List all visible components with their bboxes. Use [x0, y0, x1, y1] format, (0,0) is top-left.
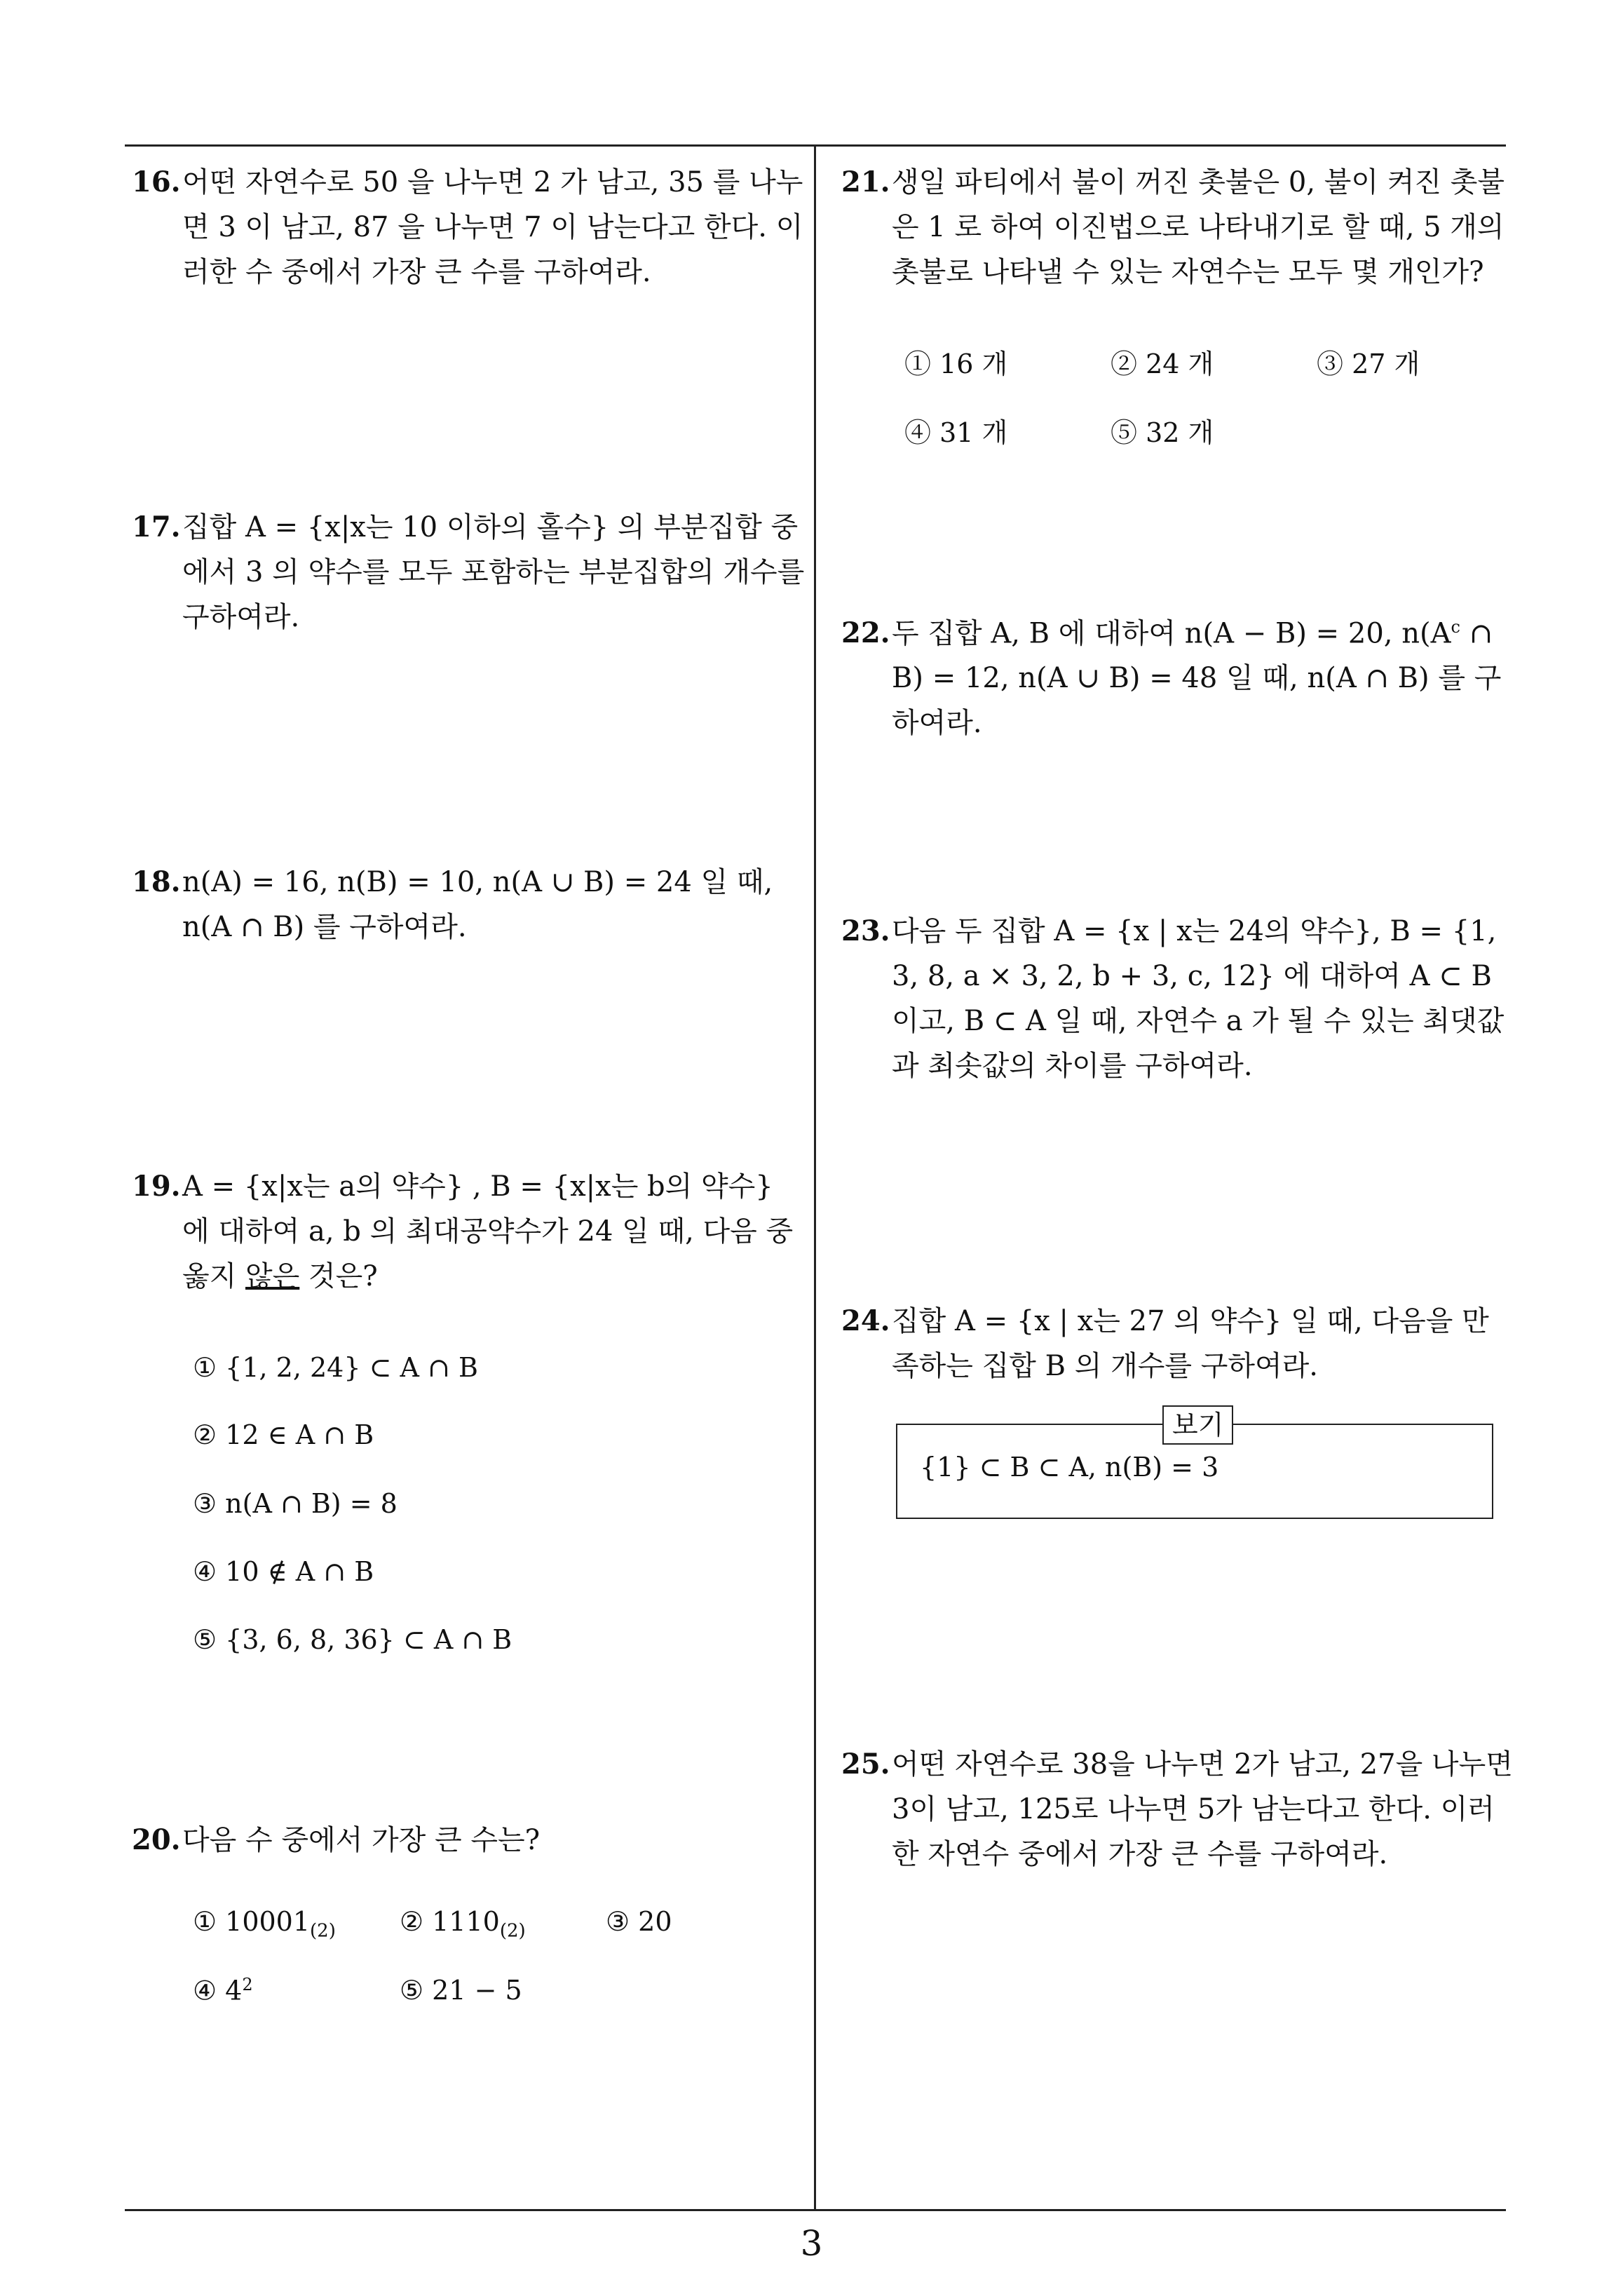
column-divider — [814, 144, 816, 2210]
option-3[interactable]: ③ 27 개 — [1317, 349, 1420, 379]
option-5[interactable]: ⑤ 32 개 — [1111, 417, 1214, 448]
question-number: 18. — [132, 865, 181, 898]
question-number: 21. — [841, 166, 890, 198]
option-4[interactable]: ④ $4^2$ — [193, 1975, 253, 2006]
option-1[interactable]: ① {1, 2, 24} ⊂ A ∩ B — [193, 1352, 478, 1383]
option-3[interactable]: ③ 20 — [606, 1906, 672, 1937]
option-5[interactable]: ⑤ 21 − 5 — [400, 1975, 522, 2006]
question-23 — [841, 909, 1514, 1088]
question-17 — [132, 505, 805, 640]
question-number: 22. — [841, 616, 890, 650]
example-box-title: 보기 — [1162, 1405, 1233, 1445]
question-number: 25. — [841, 1748, 890, 1781]
question-19 — [132, 1164, 805, 1299]
question-text: 다음 수 중에서 가장 큰 수는? — [182, 1824, 541, 1856]
question-text: n(A) = 16, n(B) = 10, n(A ∪ B) = 24 일 때, n(A ∩ B) 를 구하여라. — [182, 866, 773, 943]
question-20 — [132, 1818, 805, 1863]
question-25 — [841, 1742, 1514, 1877]
example-box — [896, 1410, 1493, 1519]
option-2[interactable]: ② 12 ∈ A ∩ B — [193, 1419, 374, 1450]
question-text: 다음 두 집합 A = {x | x는 24의 약수}, B = {1, 3, 8, a × 3, 2, b + 3, c, 12} 에 대하여 A ⊂ B 이고, B ⊂ A 일 때, 자연수 a 가 될 수 있는 최댓값과 최솟값의 차이를 구하여라. — [892, 915, 1505, 1082]
underlined-word: 않은 — [245, 1260, 300, 1292]
question-number: 23. — [841, 914, 890, 947]
question-text: 어떤 자연수로 38을 나누면 2가 남고, 27을 나누면 3이 남고, 125로 나누면 5가 남는다고 한다. 이러한 자연수 중에서 가장 큰 수를 구하여라. — [892, 1748, 1513, 1870]
option-4[interactable]: ④ 10 ∉ A ∩ B — [193, 1556, 374, 1587]
question-number: 19. — [132, 1170, 181, 1203]
example-box-content: {1} ⊂ B ⊂ A, n(B) = 3 — [920, 1452, 1219, 1483]
question-21 — [841, 160, 1514, 295]
question-number: 16. — [132, 166, 181, 198]
question-16 — [132, 160, 805, 295]
question-text: 생일 파티에서 불이 꺼진 촛불은 0, 불이 켜진 촛불은 1 로 하여 이진법으로 나타내기로 할 때, 5 개의 촛불로 나타낼 수 있는 자연수는 모두 몇 개인가? — [892, 166, 1505, 288]
question-number: 24. — [841, 1304, 890, 1337]
option-4[interactable]: ④ 31 개 — [904, 417, 1008, 448]
option-5[interactable]: ⑤ {3, 6, 8, 36} ⊂ A ∩ B — [193, 1624, 512, 1655]
question-text: 어떤 자연수로 50 을 나누면 2 가 남고, 35 를 나누면 3 이 남고, 87 을 나누면 7 이 남는다고 한다. 이러한 수 중에서 가장 큰 수를 구하여라. — [182, 166, 803, 288]
question-text: 집합 A = {x | x는 27 의 약수} 일 때, 다음을 만족하는 집합 B 의 개수를 구하여라. — [892, 1305, 1489, 1382]
question-number: 20. — [132, 1823, 181, 1856]
bottom-rule — [125, 2209, 1506, 2211]
option-2[interactable]: ② 24 개 — [1111, 349, 1214, 379]
question-text-end: ∩ B) = 12, n(A ∪ B) = 48 일 때, n(A ∩ B) 를 구하여라. — [892, 617, 1502, 740]
question-number: 17. — [132, 511, 181, 543]
option-3[interactable]: ③ n(A ∩ B) = 8 — [193, 1488, 398, 1519]
question-24 — [841, 1299, 1514, 1389]
option-1[interactable]: ① 16 개 — [904, 349, 1008, 379]
question-text-end: 것은? — [299, 1260, 378, 1292]
question-text: 두 집합 A, B 에 대하여 n(A − B) = 20, n(A — [892, 617, 1451, 650]
complement-superscript: c — [1451, 617, 1460, 637]
option-1[interactable]: ① $10001_{(2)}$ — [193, 1906, 336, 1942]
question-22 — [841, 605, 1514, 745]
question-18 — [132, 860, 805, 950]
question-text: A = {x|x는 a의 약수} , B = {x|x는 b의 약수} 에 대하여 a, b 의 최대공약수가 24 일 때, 다음 중 옳지 — [182, 1170, 794, 1292]
question-text: 집합 A = {x|x는 10 이하의 홀수} 의 부분집합 중에서 3 의 약수를 모두 포함하는 부분집합의 개수를 구하여라. — [182, 511, 805, 633]
option-2[interactable]: ② $1110_{(2)}$ — [400, 1906, 526, 1942]
page-number: 3 — [800, 2223, 823, 2264]
